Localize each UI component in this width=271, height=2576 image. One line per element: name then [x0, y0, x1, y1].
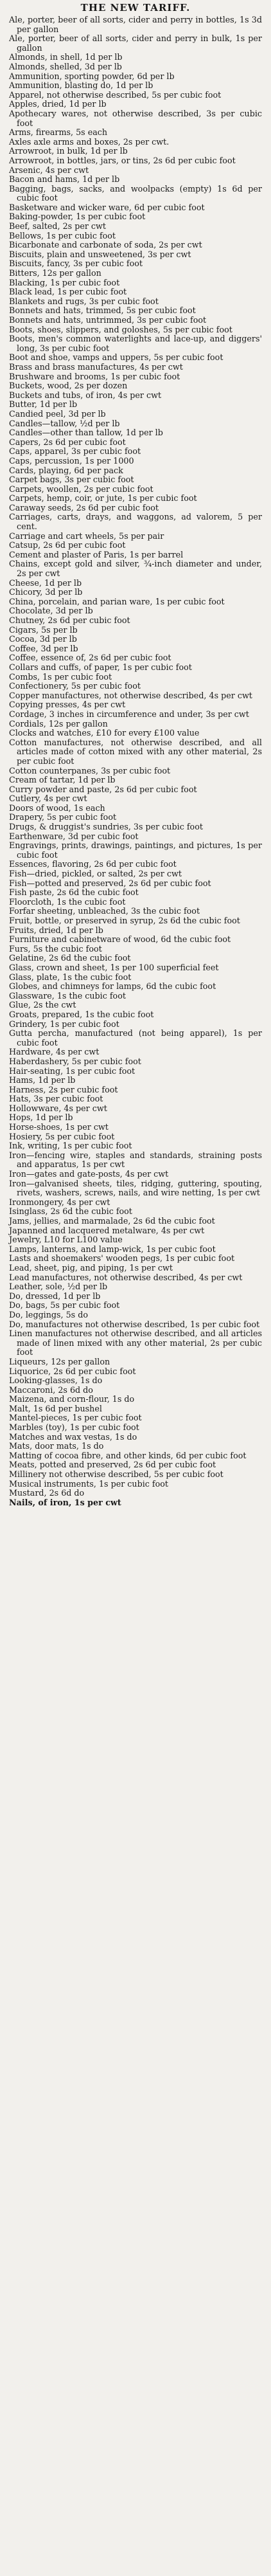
tariff-entry: Millinery not otherwise described, 5s per cubic foot	[9, 1469, 223, 1480]
tariff-entry: Drugs, & druggist's sundries, 3s per cubic foot	[9, 822, 203, 832]
tariff-entry: Maizena, and corn-flour, 1s do	[9, 1394, 135, 1404]
tariff-entry: Floorcloth, 1s the cubic foot	[9, 896, 126, 907]
tariff-entry: Cards, playing, 6d per pack	[9, 465, 123, 475]
tariff-entry: Curry powder and paste, 2s 6d per cubic foot	[9, 784, 197, 794]
tariff-entry: Carpets, hemp, coir, or jute, 1s per cubic foot	[9, 493, 197, 503]
tariff-entry: Ironmongery, 4s per cwt	[9, 1197, 110, 1207]
tariff-entry: Capers, 2s 6d per cubic foot	[9, 437, 126, 447]
tariff-entry: Lead, sheet, pig, and piping, 1s per cwt	[9, 1262, 173, 1273]
tariff-entry: Glass, crown and sheet, 1s per 100 superficial feet	[9, 962, 219, 972]
tariff-entry: Grindery, 1s per cubic foot	[9, 1019, 119, 1029]
tariff-entry: Butter, 1d per lb	[9, 399, 78, 410]
tariff-entry: Doors of wood, 1s each	[9, 803, 105, 813]
tariff-entry: Hardware, 4s per cwt	[9, 1047, 100, 1057]
tariff-entry: Carpets, woollen, 2s per cubic foot	[9, 484, 153, 494]
tariff-entry: Basketware and wicker ware, 6d per cubic foot	[9, 202, 205, 212]
tariff-entry: Liqueurs, 12s per gallon	[9, 1356, 110, 1366]
tariff-entry: Bacon and hams, 1d per lb	[9, 174, 120, 185]
tariff-entry: Globes, and chimneys for lamps, 6d the cubic foot	[9, 981, 216, 992]
tariff-entry: Leather, sole, ½d per lb	[9, 1282, 108, 1292]
tariff-entry: Furniture and cabinetware of wood, 6d the cubic foot	[9, 934, 231, 945]
tariff-entry: Beef, salted, 2s per cwt	[9, 221, 106, 231]
tariff-entry: Coffee, 3d per lb	[9, 643, 78, 653]
tariff-entry: Meats, potted and preserved, 2s 6d per cubic foot	[9, 1460, 216, 1470]
tariff-entry: Cotton counterpanes, 3s per cubic foot	[9, 765, 171, 776]
tariff-entry: Hosiery, 5s per cubic foot	[9, 1131, 115, 1141]
tariff-entry: Mustard, 2s 6d do	[9, 1488, 85, 1498]
tariff-entry: Cotton manufactures, not otherwise described, and all articles made of cotton mixed with any other material, 2s per cubic foot	[9, 737, 262, 766]
tariff-entry: Essences, flavoring, 2s 6d per cubic foot	[9, 859, 177, 869]
tariff-entry: Hops, 1d per lb	[9, 1112, 73, 1123]
tariff-entry: Hams, 1d per lb	[9, 1075, 76, 1085]
tariff-entry: Blankets and rugs, 3s per cubic foot	[9, 296, 159, 306]
tariff-entry: Almonds, in shell, 1d per lb	[9, 52, 123, 62]
tariff-entry: Apothecary wares, not otherwise described, 3s per cubic foot	[9, 108, 262, 128]
tariff-entry: Chains, except gold and silver, ¾-inch diameter and under, 2s per cwt	[9, 559, 262, 579]
tariff-entry: Hollowware, 4s per cwt	[9, 1103, 107, 1113]
tariff-entry: Chutney, 2s 6d per cubic foot	[9, 615, 130, 625]
tariff-entry: Gelatine, 2s 6d the cubic foot	[9, 953, 131, 963]
tariff-entry: Linen manufactures not otherwise described, and all articles made of linen mixed with any other material, 2s per cubic foot	[9, 1329, 262, 1357]
tariff-entry: Haberdashery, 5s per cubic foot	[9, 1056, 141, 1066]
tariff-entry: Arrowroot, in bottles, jars, or tins, 2s 6d per cubic foot	[9, 155, 236, 165]
tariff-entry: Fish—dried, pickled, or salted, 2s per cwt	[9, 869, 182, 879]
tariff-entry: Confectionery, 5s per cubic foot	[9, 681, 141, 691]
tariff-entry: Glassware, 1s the cubic foot	[9, 990, 126, 1001]
tariff-entry: Clocks and watches, £10 for every £100 value	[9, 728, 200, 738]
tariff-entry: Cocoa, 3d per lb	[9, 634, 77, 644]
tariff-entry: Engravings, prints, drawings, paintings, and pictures, 1s per cubic foot	[9, 840, 262, 860]
tariff-entry: Jams, jellies, and marmalade, 2s 6d the cubic foot	[9, 1216, 215, 1226]
tariff-entry: Coffee, essence of, 2s 6d per cubic foot	[9, 653, 171, 663]
tariff-entry: Arsenic, 4s per cwt	[9, 165, 89, 175]
tariff-entry: Maccaroni, 2s 6d do	[9, 1384, 93, 1395]
tariff-entry: Groats, prepared, 1s the cubic foot	[9, 1009, 154, 1019]
tariff-entry: Cutlery, 4s per cwt	[9, 794, 87, 804]
tariff-entry: Bellows, 1s per cubic foot	[9, 230, 116, 240]
tariff-entry: Candles—tallow, ½d per lb	[9, 418, 120, 428]
tariff-entry: Brushware and brooms, 1s per cubic foot	[9, 371, 180, 381]
tariff-entry: Horse-shoes, 1s per cwt	[9, 1122, 109, 1132]
tariff-entry: Arms, firearms, 5s each	[9, 127, 108, 138]
tariff-entry: Caps, percussion, 1s per 1000	[9, 455, 134, 466]
tariff-entry: Blacking, 1s per cubic foot	[9, 277, 120, 287]
tariff-entry: Marbles (toy), 1s per cubic foot	[9, 1422, 139, 1433]
tariff-entry: Biscuits, plain and unsweetened, 3s per cwt	[9, 249, 191, 259]
tariff-entry: Biscuits, fancy, 3s per cubic foot	[9, 259, 143, 269]
tariff-entry: Boots, shoes, slippers, and goloshes, 5s per cubic foot	[9, 324, 232, 334]
tariff-entry: Carpet bags, 3s per cubic foot	[9, 475, 134, 485]
tariff-entry: Musical instruments, 1s per cubic foot	[9, 1478, 168, 1489]
tariff-entry: Combs, 1s per cubic foot	[9, 671, 112, 682]
tariff-entry: Carriages, carts, drays, and waggons, ad valorem, 5 per cent.	[9, 512, 262, 532]
tariff-entry: Bonnets and hats, untrimmed, 3s per cubic foot	[9, 315, 207, 325]
tariff-entry: Buckets and tubs, of iron, 4s per cwt	[9, 390, 162, 400]
tariff-entry: Malt, 1s 6d per bushel	[9, 1403, 102, 1413]
tariff-entry: Brass and brass manufactures, 4s per cwt	[9, 361, 183, 372]
tariff-entry: Iron—galvanised sheets, tiles, ridging, guttering, spouting, rivets, washers, screws, nails, and wire netting, 1s per cwt	[9, 1178, 262, 1198]
tariff-entry: Bonnets and hats, trimmed, 5s per cubic foot	[9, 305, 196, 316]
tariff-entry: Isinglass, 2s 6d the cubic foot	[9, 1206, 132, 1217]
tariff-entry: Baking-powder, 1s per cubic foot	[9, 212, 146, 222]
tariff-entry: Copying presses, 4s per cwt	[9, 700, 126, 710]
tariff-entry: Looking-glasses, 1s do	[9, 1375, 103, 1386]
tariff-entry: Boots, men's common waterlights and lace-up, and diggers' long, 3s per cubic foot	[9, 334, 262, 353]
tariff-entry: Mats, door mats, 1s do	[9, 1441, 104, 1451]
tariff-entry: Drapery, 5s per cubic foot	[9, 812, 117, 822]
tariff-entry: Do, dressed, 1d per lb	[9, 1291, 101, 1301]
tariff-entry: Black lead, 1s per cubic foot	[9, 287, 127, 297]
tariff-entry: Collars and cuffs, of paper, 1s per cubic foot	[9, 662, 192, 672]
tariff-entry: Bitters, 12s per gallon	[9, 268, 101, 278]
tariff-entry: Jewelry, L10 for L100 value	[9, 1235, 123, 1245]
tariff-entry: Lamps, lanterns, and lamp-wick, 1s per cubic foot	[9, 1244, 216, 1254]
tariff-entry: Hats, 3s per cubic foot	[9, 1094, 103, 1104]
tariff-entry: Fruit, bottle, or preserved in syrup, 2s 6d the cubic foot	[9, 916, 240, 925]
tariff-entry: Cheese, 1d per lb	[9, 577, 82, 588]
tariff-entry: Do, leggings, 5s do	[9, 1309, 88, 1320]
tariff-entry: Fish paste, 2s 6d the cubic foot	[9, 887, 139, 898]
tariff-entry: Furs, 5s the cubic foot	[9, 943, 102, 954]
tariff-entry: Iron—gates and gate-posts, 4s per cwt	[9, 1169, 169, 1179]
tariff-entry: Cordials, 12s per gallon	[9, 718, 108, 729]
tariff-entry: Catsup, 2s 6d per cubic foot	[9, 540, 126, 550]
tariff-entry: Apples, dried, 1d per lb	[9, 99, 107, 109]
tariff-entry: Do, bags, 5s per cubic foot	[9, 1300, 120, 1311]
tariff-entry: Candied peel, 3d per lb	[9, 408, 106, 419]
tariff-entry: Chocolate, 3d per lb	[9, 606, 93, 616]
tariff-entry: Cream of tartar, 1d per lb	[9, 775, 116, 785]
tariff-entry: Harness, 2s per cubic foot	[9, 1084, 118, 1094]
tariff-entry: Gutta percha, manufactured (not being apparel), 1s per cubic foot	[9, 1028, 262, 1048]
tariff-entry: Ammunition, sporting powder, 6d per lb	[9, 71, 175, 81]
tariff-entry: Candles—other than tallow, 1d per lb	[9, 428, 163, 438]
tariff-entry: Fruits, dried, 1d per lb	[9, 925, 103, 935]
tariff-entry: Earthenware, 3d per cubic foot	[9, 831, 139, 841]
tariff-entry: Do, manufactures not otherwise described, 1s per cubic foot	[9, 1319, 260, 1329]
tariff-entry: Ale, porter, beer of all sorts, cider and perry in bottles, 1s 3d per gallon	[9, 15, 262, 34]
tariff-entry: Matches and wax vestas, 1s do	[9, 1431, 137, 1442]
tariff-entry: Bicarbonate and carbonate of soda, 2s per cwt	[9, 240, 202, 250]
tariff-entry: Copper manufactures, not otherwise described, 4s per cwt	[9, 690, 252, 700]
tariff-entry: Arrowroot, in bulk, 1d per lb	[9, 146, 128, 156]
tariff-entry: Ale, porter, beer of all sorts, cider and perry in bulk, 1s per gallon	[9, 33, 262, 53]
tariff-entry: Cement and plaster of Paris, 1s per barrel	[9, 549, 184, 559]
tariff-entry: Cigars, 5s per lb	[9, 624, 78, 635]
tariff-entry: Bagging, bags, sacks, and woolpacks (empty) 1s 6d per cubic foot	[9, 183, 262, 203]
tariff-entry: Carriage and cart wheels, 5s per pair	[9, 531, 164, 541]
tariff-entry: Axles axle arms and boxes, 2s per cwt.	[9, 136, 170, 147]
tariff-list	[9, 15, 262, 1507]
tariff-entry: Cordage, 3 inches in circumference and under, 3s per cwt	[9, 709, 249, 719]
tariff-entry: Caraway seeds, 2s 6d per cubic foot	[9, 502, 159, 512]
tariff-entry: Liquorice, 2s 6d per cubic foot	[9, 1366, 136, 1376]
tariff-entry: Glass, plate, 1s the cubic foot	[9, 972, 132, 982]
tariff-heading: THE NEW TARIFF.	[80, 2, 191, 14]
tariff-entry: Lead manufactures, not otherwise described, 4s per cwt	[9, 1272, 243, 1282]
tariff-entry: Lasts and shoemakers' wooden pegs, 1s per cubic foot	[9, 1253, 235, 1264]
tariff-entry: Mantel-pieces, 1s per cubic foot	[9, 1413, 142, 1423]
tariff-entry: Glue, 2s the cwt	[9, 1000, 76, 1010]
tariff-entry: Buckets, wood, 2s per dozen	[9, 381, 128, 391]
tariff-entry: Boot and shoe, vamps and uppers, 5s per cubic foot	[9, 352, 223, 363]
tariff-entry: Ink, writing, 1s per cubic foot	[9, 1141, 132, 1151]
tariff-entry: Japanned and lacquered metalware, 4s per cwt	[9, 1225, 205, 1235]
tariff-entry: Hair-seating, 1s per cubic foot	[9, 1066, 136, 1076]
tariff-entry: Ammunition, blasting do, 1d per lb	[9, 80, 153, 91]
tariff-entry: Chicory, 3d per lb	[9, 587, 83, 597]
tariff-entry: Almonds, shelled, 3d per lb	[9, 61, 122, 71]
tariff-entry: Matting of cocoa fibre, and other kinds, 6d per cubic foot	[9, 1450, 247, 1460]
tariff-entry: Fish—potted and preserved, 2s 6d per cubic foot	[9, 878, 211, 888]
tariff-entry: Nails, of iron, 1s per cwt	[9, 1497, 121, 1507]
tariff-entry: Apparel, not otherwise described, 5s per cubic foot	[9, 89, 222, 100]
tariff-entry: Caps, apparel, 3s per cubic foot	[9, 446, 141, 457]
tariff-entry: Iron—fencing wire, staples and standards, straining posts and apparatus, 1s per cwt	[9, 1150, 262, 1170]
tariff-entry: Forfar sheeting, unbleached, 3s the cubic foot	[9, 906, 200, 916]
tariff-entry: China, porcelain, and parian ware, 1s per cubic foot	[9, 596, 225, 606]
